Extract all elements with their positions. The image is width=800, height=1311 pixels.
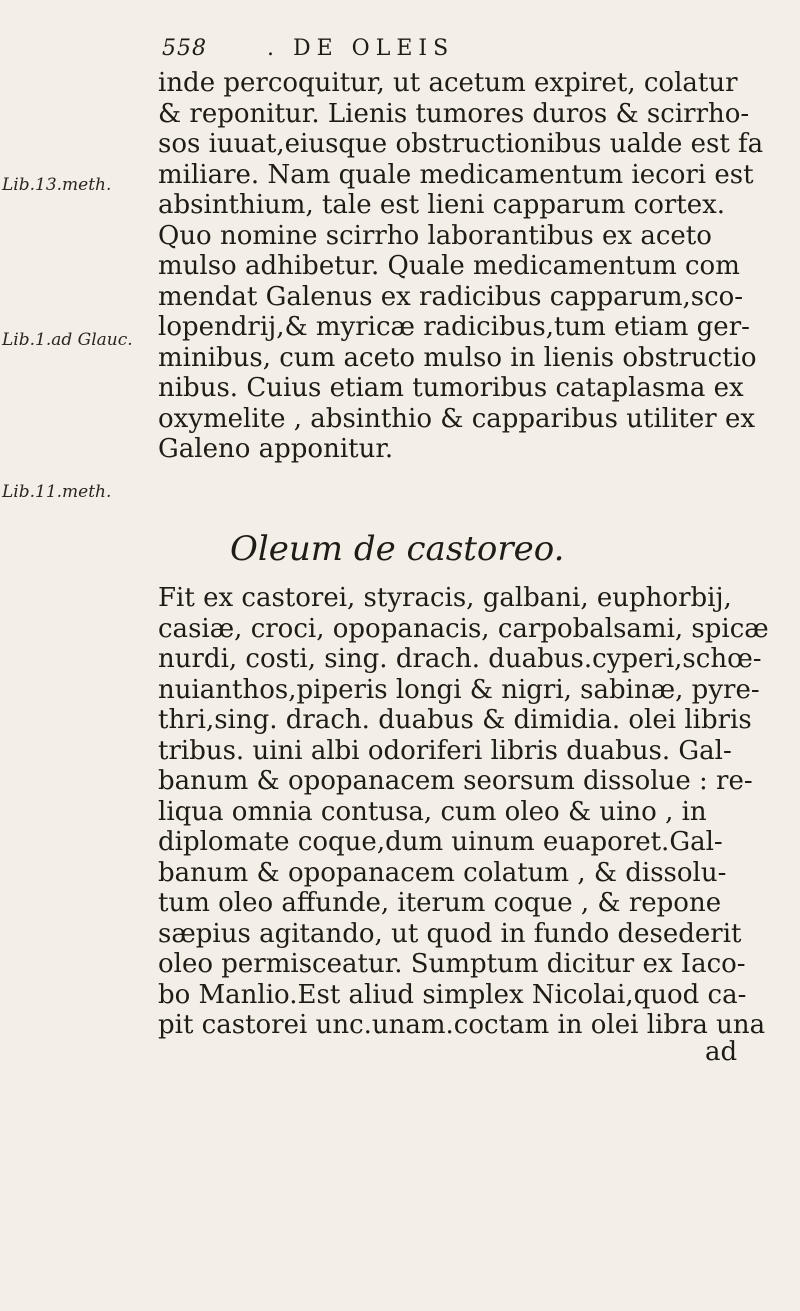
text-line: miliare. Nam quale medicamentum iecori est bbox=[158, 159, 754, 190]
text-line: diplomate coque,dum uinum euaporet.Gal- bbox=[158, 827, 723, 857]
text-line: pit castorei unc.unam.coctam in olei libra una bbox=[158, 1010, 766, 1040]
page-header bbox=[162, 36, 722, 61]
text-line: absinthium, tale est lieni capparum cortex. bbox=[158, 190, 726, 220]
text-line: oxymelite , absinthio & capparibus utiliter ex bbox=[158, 403, 755, 434]
text-line: oleo permisceatur. Sumptum dicitur ex Iaco- bbox=[158, 949, 746, 979]
paragraph-two bbox=[158, 583, 768, 1041]
text-line: casiæ, croci, opopanacis, carpobalsami, spicæ bbox=[158, 613, 769, 644]
text-line: sæpius agitando, ut quod in fundo desederit bbox=[158, 918, 742, 949]
margin-note: Lib.13.meth. bbox=[2, 175, 112, 195]
margin-note: Lib.1.ad Glauc. bbox=[2, 330, 133, 350]
page-number: 558 bbox=[162, 36, 207, 61]
paragraph-one bbox=[158, 68, 768, 465]
text-line: banum & opopanacem colatum , & dissolu- bbox=[158, 857, 727, 888]
text-line: Quo nomine scirrho laborantibus ex aceto bbox=[158, 220, 712, 251]
text-line: liqua omnia contusa, cum oleo & uino , in bbox=[158, 796, 707, 827]
text-line: nurdi, costi, sing. drach. duabus.cyperi,schœ- bbox=[158, 644, 762, 674]
text-line: minibus, cum aceto mulso in lienis obstructio bbox=[158, 342, 757, 373]
text-line: mendat Galenus ex radicibus capparum,sco- bbox=[158, 281, 744, 312]
running-title: . DE OLEIS bbox=[267, 36, 455, 61]
text-line: Galeno apponitur. bbox=[158, 434, 394, 464]
text-line: Fit ex castorei, styracis, galbani, euphorbij, bbox=[158, 583, 732, 613]
text-line: sos iuuat,eiusque obstructionibus ualde est fa bbox=[158, 129, 764, 159]
text-line: nuianthos,piperis longi & nigri, sabinæ, pyre- bbox=[158, 674, 760, 705]
text-line: bo Manlio.Est aliud simplex Nicolai,quod ca- bbox=[158, 979, 747, 1010]
text-line: tribus. uini albi odoriferi libris duabus. Gal- bbox=[158, 735, 732, 766]
text-line: inde percoquitur, ut acetum expiret, colatur bbox=[158, 68, 738, 98]
section-title: Oleum de castoreo. bbox=[230, 529, 565, 569]
text-line: lopendrij,& myricæ radicibus,tum etiam ger- bbox=[158, 312, 750, 342]
catchword: ad bbox=[705, 1037, 738, 1067]
text-line: thri,sing. drach. duabus & dimidia. olei libris bbox=[158, 705, 752, 735]
text-line: & reponitur. Lienis tumores duros & scirrho- bbox=[158, 98, 750, 129]
text-line: banum & opopanacem seorsum dissolue : re- bbox=[158, 766, 753, 796]
text-line: nibus. Cuius etiam tumoribus cataplasma ex bbox=[158, 373, 744, 403]
margin-note: Lib.11.meth. bbox=[2, 482, 112, 502]
text-line: tum oleo affunde, iterum coque , & repone bbox=[158, 888, 722, 918]
text-line: mulso adhibetur. Quale medicamentum com bbox=[158, 251, 740, 281]
